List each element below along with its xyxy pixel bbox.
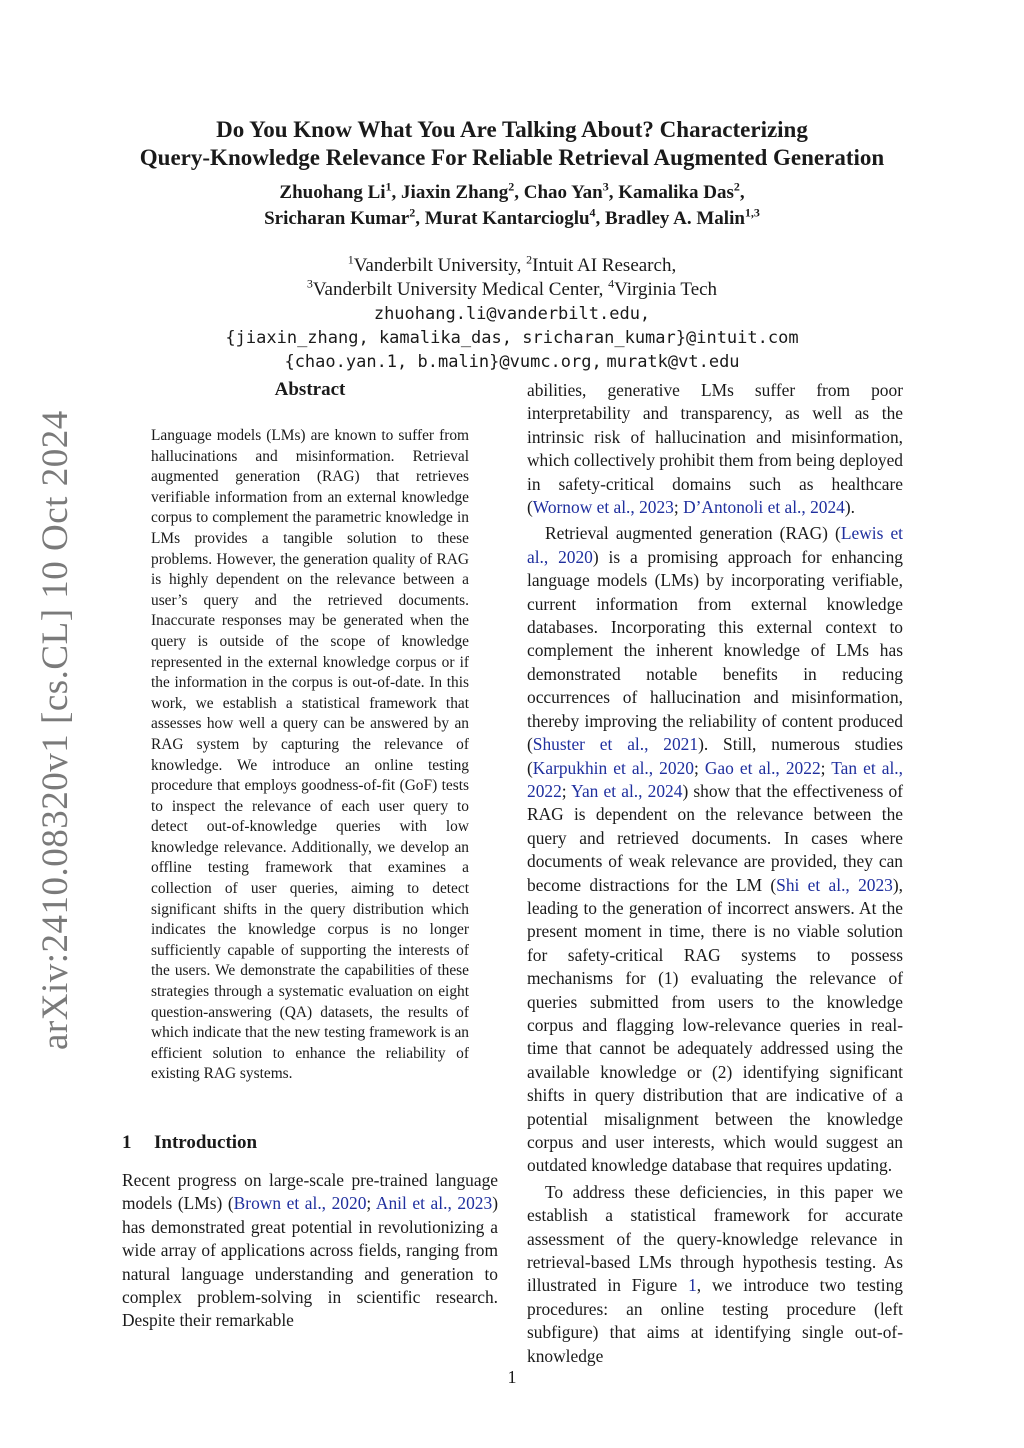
section-number: 1 [122, 1132, 132, 1153]
body-text: ; [366, 1193, 376, 1214]
body-text: ), leading to the generation of incorrect answers. At the present moment in time, there is no viable solution for safety-critical RAG systems to possess mechanisms for (1) evaluating the relevance of queries submitted from users to the knowledge corpus and flagging low-relevance queries in real-time that cannot be adequately addressed using the available knowledge or (2) identifying significant shifts in query distribution that are indicative of a potential misalignment between the knowledge corpus and user interests, which would suggest an outdated knowledge database that requires updating. [527, 874, 903, 1176]
body-text: , we introduce two testing procedures: an online testing procedure (left subfigure) that aims at identifying single out-of-knowledge [527, 1275, 903, 1366]
body-text: ). [844, 497, 856, 518]
author-name: Zhuohang Li [279, 182, 386, 203]
intro-right-column [527, 379, 903, 1368]
author-list [100, 180, 924, 232]
citation-link[interactable]: Karpukhin et al., 2020 [532, 757, 694, 778]
email-line-1: zhuohang.li@vanderbilt.edu, [373, 304, 651, 324]
affil-sup: 1 [347, 252, 354, 267]
section-heading [122, 1131, 257, 1155]
author-affil-sup: 2 [733, 179, 740, 194]
affil-line-2 [100, 278, 924, 302]
affil-institution: Vanderbilt University Medical Center, [312, 279, 609, 300]
body-text: ; [820, 757, 832, 778]
intro-left-column [122, 1169, 498, 1333]
body-text: ; [673, 497, 684, 518]
email: {chao.yan.1, b.malin}@vumc.org, [284, 352, 602, 372]
email-line-2: {jiaxin_zhang, kamalika_das, sricharan_kumar}@intuit.com [225, 328, 799, 348]
paper-title [100, 116, 924, 172]
citation-link[interactable]: D’Antonoli et al., 2024 [683, 497, 845, 518]
citation-link[interactable]: Yan et al., 2024 [571, 780, 683, 801]
citation-link[interactable]: Shuster et al., 2021 [532, 734, 699, 755]
body-text: Recent progress on large-scale pre-trained language models (LMs) ( [122, 1170, 498, 1214]
affil-institution: Virginia Tech [614, 279, 718, 300]
email: muratk@vt.edu [606, 352, 740, 372]
author-name: Jiaxin Zhang [401, 182, 509, 203]
affiliations [100, 254, 924, 374]
paragraph [527, 522, 903, 1177]
affil-sup: 4 [608, 276, 615, 291]
body-text: Retrieval augmented generation (RAG) ( [545, 523, 841, 544]
abstract-heading: Abstract [274, 379, 346, 400]
citation-link[interactable]: Lewis et al., 2020 [527, 523, 903, 567]
title-line-1: Do You Know What You Are Talking About? Characterizing [216, 117, 808, 142]
title-line-2: Query-Knowledge Relevance For Reliable Retrieval Augmented Generation [139, 145, 885, 170]
author-name: Bradley A. Malin [605, 208, 745, 229]
author-name: Sricharan Kumar [264, 208, 410, 229]
author-affil-sup: 1 [385, 179, 392, 194]
paragraph [527, 1181, 903, 1368]
paragraph [527, 379, 903, 519]
body-text: ) is a promising approach for enhancing language models (LMs) by incorporating verifiable, current information from external knowledge databases. Incorporating this external context to complement the inherent knowledge of LMs has demonstrated notable benefits in reducing occurrences of hallucination and misinformation, thereby improving the reliability of content produced ( [527, 546, 904, 755]
page-number: 1 [507, 1367, 517, 1387]
affil-institution: Vanderbilt University, [353, 255, 527, 276]
affil-sup: 2 [526, 252, 533, 267]
affil-sup: 3 [306, 276, 313, 291]
body-text: ) show that the effectiveness of RAG is dependent on the relevance between the query and retrieved documents. In cases where documents of weak relevance are provided, they can become distractions for the LM ( [527, 780, 903, 895]
author-line-2: Sricharan Kumar$^2$, Murat Kantarcioglu$^4$, Bradley A. Malin$^{1,3}$ [264, 205, 760, 229]
paragraph [122, 1169, 498, 1333]
citation-link[interactable]: Anil et al., 2023 [375, 1193, 493, 1214]
affil-line-1 [100, 254, 924, 278]
author-line-1: Zhuohang Li$^1$, Jiaxin Zhang$^2$, Chao Yan$^3$, Kamalika Das$^2$, [279, 179, 745, 203]
body-text: To address these deficiencies, in this paper we establish a statistical framework for accurate assessment of the query-knowledge relevance in retrieval-based LMs through hypothesis testing. As illustrated in Figure [527, 1181, 903, 1296]
author-affil-sup: 2 [508, 179, 515, 194]
author-affil-sup: 1,3 [744, 205, 760, 220]
citation-link[interactable]: Tan et al., 2022 [527, 757, 903, 801]
body-text: ; [693, 757, 705, 778]
email-line-3 [100, 350, 924, 374]
figure-link[interactable]: 1 [688, 1275, 697, 1296]
author-affil-sup: 4 [589, 205, 596, 220]
citation-link[interactable]: Gao et al., 2022 [704, 757, 821, 778]
citation-link[interactable]: Brown et al., 2020 [233, 1193, 367, 1214]
section-title: Introduction [154, 1132, 258, 1153]
author-affil-sup: 3 [602, 179, 609, 194]
arxiv-stamp: arXiv:2410.08320v1 [cs.CL] 10 Oct 2024 [35, 410, 76, 1050]
body-text: ) has demonstrated great potential in revolutionizing a wide array of applications across fields, ranging from natural language understanding and generation to complex problem-solving in scientific research. Despite their remarkable [122, 1193, 498, 1331]
abstract-body: Language models (LMs) are known to suffer from hallucinations and misinformation. Retrieval augmented generation (RAG) that retrieves verifiable information from an external knowledge corpus to complement the parametric knowledge in LMs provides a tangible solution to these problems. However, the generation quality of RAG is highly dependent on the relevance between a user’s query and the retrieved documents. Inaccurate responses may be generated when the query is outside of the scope of knowledge represented in the external knowledge corpus or if the information in the corpus is out-of-date. In this work, we establish a statistical framework that assesses how well a query can be answered by an RAG system by capturing the relevance of knowledge. We introduce an online testing procedure that employs goodness-of-fit (GoF) tests to inspect the relevance of each user query to detect out-of-knowledge queries with low knowledge relevance. Additionally, we develop an offline testing framework that examines a collection of user queries, aiming to detect significant shifts in the query distribution which indicates the knowledge corpus is no longer sufficiently capable of supporting the interests of the users. We demonstrate the capabilities of these strategies through a systematic evaluation on eight question-answering (QA) datasets, the results of which indicate that the new testing framework is an efficient solution to enhance the reliability of existing RAG systems. [151, 427, 469, 1083]
author-name: Murat Kantarcioglu [424, 208, 590, 229]
author-affil-sup: 2 [409, 205, 416, 220]
body-text: abilities, generative LMs suffer from poor interpretability and transparency, as well as the intrinsic risk of hallucination and misinformation, which collectively prohibit them from being deployed in safety-critical domains such as healthcare ( [527, 380, 903, 518]
body-text: ). Still, numerous studies ( [527, 734, 903, 778]
body-text: ; [561, 780, 572, 801]
author-name: Kamalika Das [618, 182, 734, 203]
citation-link[interactable]: Wornow et al., 2023 [532, 497, 674, 518]
citation-link[interactable]: Shi et al., 2023 [776, 874, 893, 895]
affil-institution: Intuit AI Research, [532, 255, 677, 276]
author-name: Chao Yan [523, 182, 603, 203]
